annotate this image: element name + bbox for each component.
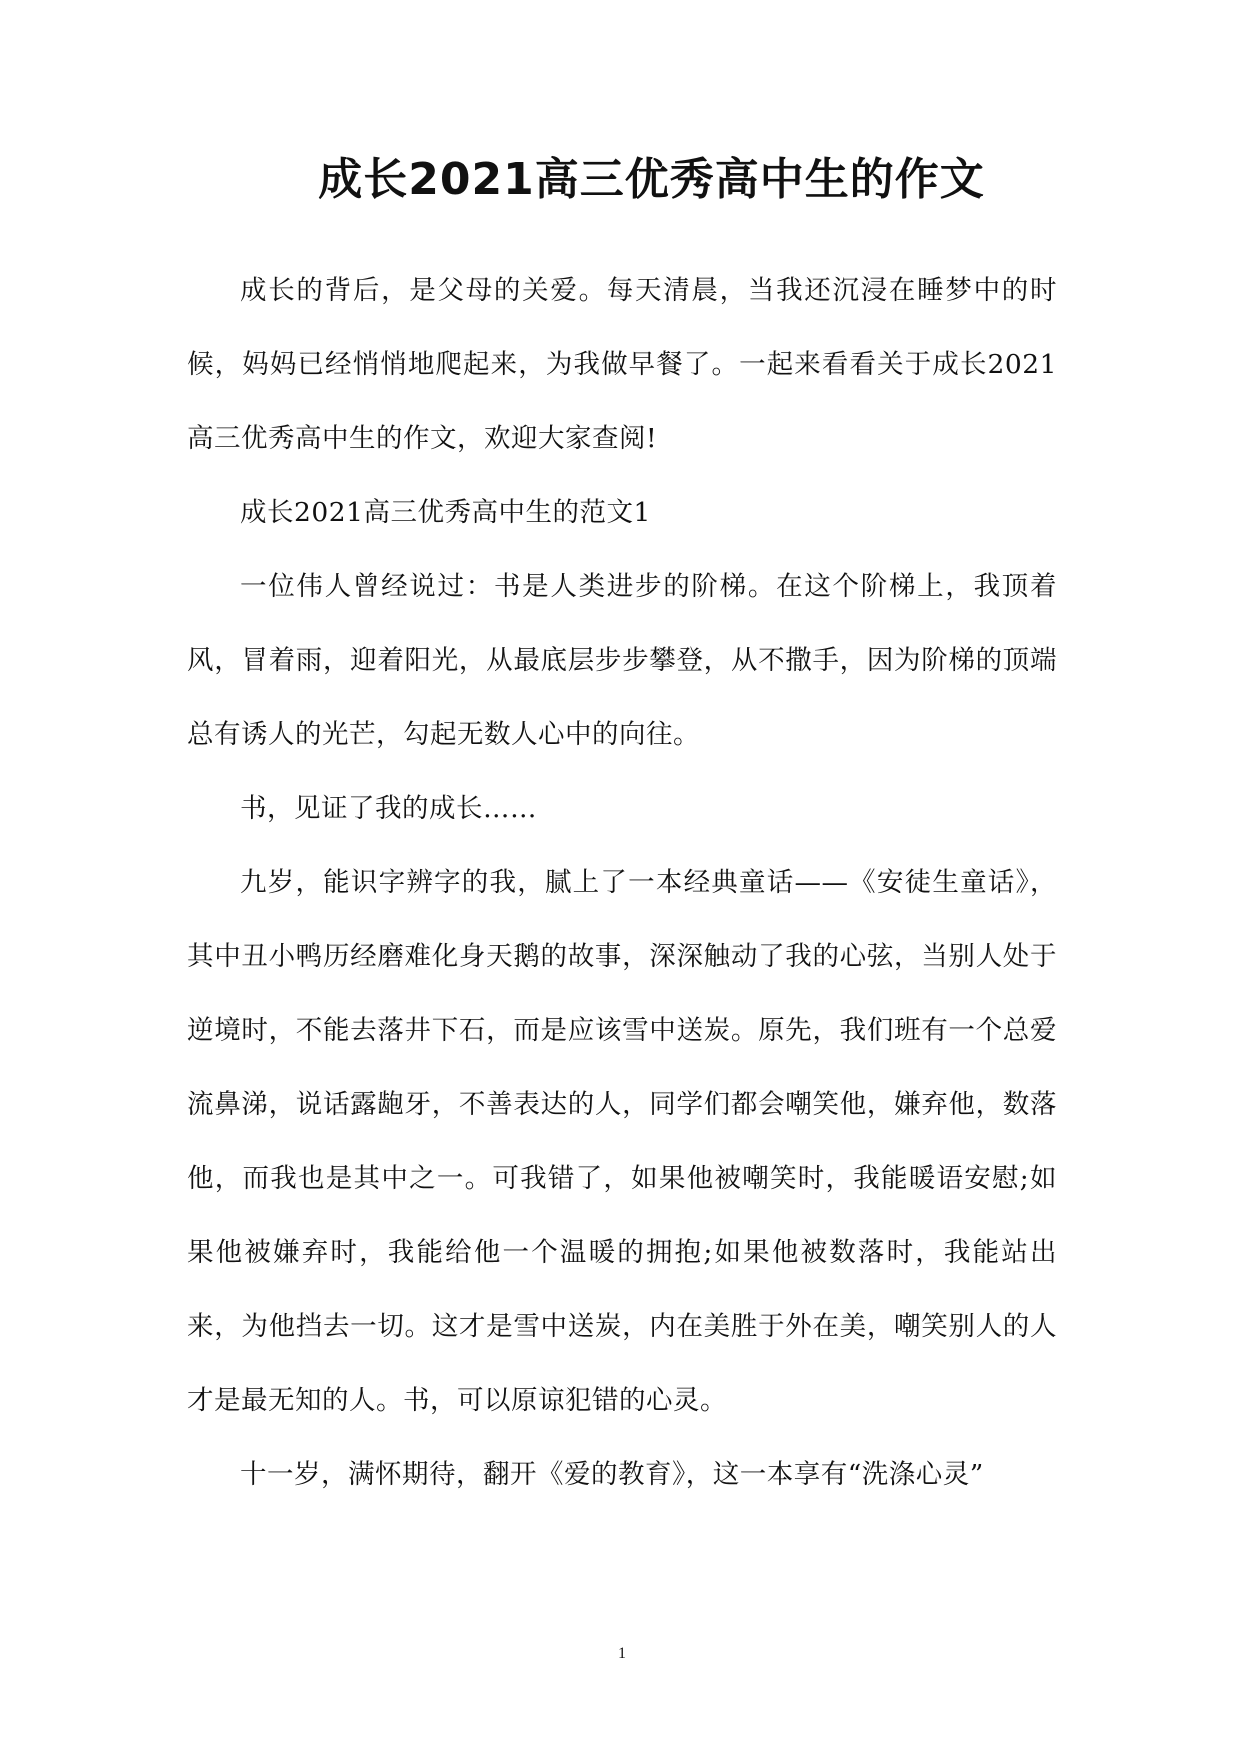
page-number: 1 bbox=[618, 1645, 626, 1662]
paragraph-age-nine: 九岁，能识字辨字的我，腻上了一本经典童话——《安徒生童话》，其中丑小鸭历经磨难化身天鹅的故事，深深触动了我的心弦，当别人处于逆境时，不能去落井下石，而是应该雪中送炭。原先，我们班有一个总爱流鼻涕，说话露龅牙，不善表达的人，同学们都会嘲笑他，嫌弃他，数落他，而我也是其中之一。可我错了，如果他被嘲笑时，我能暖语安慰;如果他被嫌弃时，我能给他一个温暖的拥抱;如果他被数落时，我能站出来，为他挡去一切。这才是雪中送炭，内在美胜于外在美，嘲笑别人的人才是最无知的人。书，可以原谅犯错的心灵。 bbox=[187, 867, 1057, 1416]
document-body bbox=[187, 254, 1057, 1512]
paragraph-heading-essay-1: 成长2021高三优秀高中生的范文1 bbox=[240, 497, 651, 528]
paragraph-book-witness: 书，见证了我的成长…… bbox=[240, 793, 537, 824]
paragraph-intro: 成长的背后，是父母的关爱。每天清晨，当我还沉浸在睡梦中的时候，妈妈已经悄悄地爬起来，为我做早餐了。一起来看看关于成长2021高三优秀高中生的作文，欢迎大家查阅! bbox=[187, 275, 1057, 454]
document-title: 成长2021高三优秀高中生的作文 bbox=[318, 154, 985, 205]
paragraph-age-eleven: 十一岁，满怀期待，翻开《爱的教育》，这一本享有“洗涤心灵” bbox=[240, 1459, 984, 1490]
paragraph-quote: 一位伟人曾经说过：书是人类进步的阶梯。在这个阶梯上，我顶着风，冒着雨，迎着阳光，从最底层步步攀登，从不撒手，因为阶梯的顶端总有诱人的光芒，勾起无数人心中的向往。 bbox=[187, 571, 1057, 750]
